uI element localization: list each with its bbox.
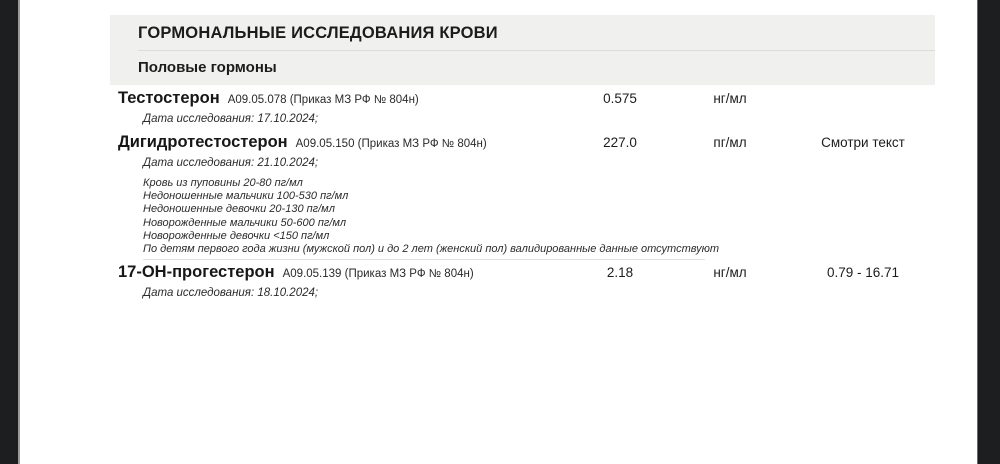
reference-notes — [143, 177, 720, 260]
test-code: А09.05.150 (Приказ МЗ РФ № 804н) — [295, 138, 487, 150]
test-reference-range: Смотри текст — [821, 135, 905, 150]
test-row-17-oh-progesterone — [20, 263, 978, 300]
test-name-line — [118, 89, 978, 110]
test-name: Тестостерон — [118, 89, 220, 107]
reference-note-line: Новорожденные девочки <150 пг/мл — [143, 229, 330, 242]
test-results-list — [20, 89, 978, 300]
test-result-value: 227.0 — [603, 135, 637, 150]
test-result-unit: нг/мл — [713, 265, 747, 281]
test-result-value: 2.18 — [606, 265, 634, 281]
test-reference-range: 0.79 - 16.71 — [826, 265, 900, 281]
test-name: Дигидротестостерон — [118, 133, 288, 151]
test-code: А09.05.078 (Приказ МЗ РФ № 804н) — [227, 94, 419, 106]
lab-report-page — [20, 0, 978, 464]
section-title: Половые гормоны — [138, 59, 277, 76]
test-result-unit: пг/мл — [713, 135, 747, 150]
test-row-dihydrotestosterone — [20, 133, 978, 260]
right-viewer-edge — [977, 0, 1000, 464]
test-date: Дата исследования: 21.10.2024; — [143, 157, 319, 169]
report-header — [110, 15, 935, 85]
test-result-unit: нг/мл — [713, 91, 747, 106]
test-result-value: 0.575 — [603, 91, 637, 106]
report-title: ГОРМОНАЛЬНЫЕ ИССЛЕДОВАНИЯ КРОВИ — [138, 15, 935, 51]
reference-note-line: По детям первого года жизни (мужской пол) и до 2 лет (женский пол) валидированные данные отсутствуют — [143, 243, 720, 256]
reference-note-line: Кровь из пуповины 20-80 пг/мл — [143, 177, 303, 189]
reference-note-line: Недоношенные мальчики 100-530 пг/мл — [143, 190, 349, 203]
test-name: 17-ОН-прогестерон — [118, 263, 275, 282]
test-row-testosterone — [20, 89, 978, 126]
reference-note-line: Недоношенные девочки 20-130 пг/мл — [143, 203, 335, 216]
test-code: А09.05.139 (Приказ МЗ РФ № 804н) — [282, 268, 474, 281]
test-date: Дата исследования: 17.10.2024; — [143, 113, 319, 125]
reference-note-line: Новорожденные мальчики 50-600 пг/мл — [143, 216, 347, 229]
test-date: Дата исследования: 18.10.2024; — [143, 287, 319, 300]
left-viewer-edge — [0, 0, 20, 464]
